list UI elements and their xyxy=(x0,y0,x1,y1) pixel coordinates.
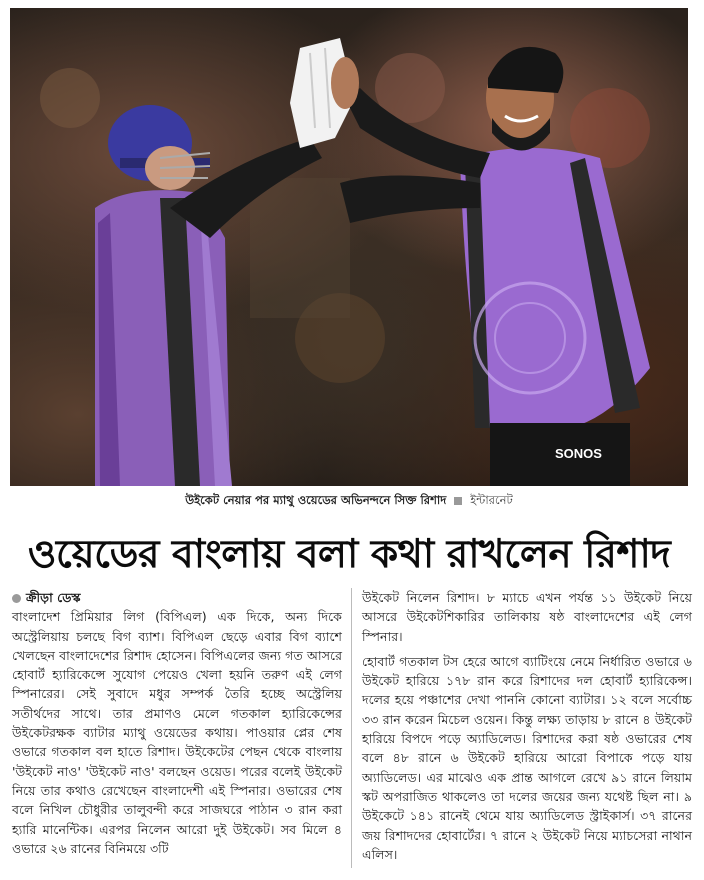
caption-source: ইন্টারনেট xyxy=(470,493,513,507)
article-column-right xyxy=(362,588,692,864)
headline: ওয়েডের বাংলায় বলা কথা রাখলেন রিশাদ xyxy=(27,532,671,577)
cricket-players-high-five-photo xyxy=(10,8,688,486)
paragraph: হোবার্ট গতকাল টস হেরে আগে ব্যাটিংয়ে নেমে নির্ধারিত ওভারে ৬ উইকেট হারিয়ে ১৭৮ রান করে রিশাদের দল হোবার্ট হ্যারিকেন্স। দলের হয়ে পঞ্চাশের দেখা পাননি কোনো ব্যাটার। ১২ বলে সর্বোচ্চ ৩৩ রান করেন মিচেল ওয়েন। কিন্তু লক্ষ্য তাড়ায় ৮ রানে ৪ উইকেট হারিয়ে বিপদে পড়ে অ্যাডিলেড। রিশাদের করা ষষ্ঠ ওভারের শেষ বলে ৪৮ রানে ৬ উইকেট হারিয়ে আরো বিপাকে পড়ে যায় অ্যাডিলেড। এর মাঝেও এক প্রান্ত আগলে রেখে ৯১ রানে লিয়াম স্কট অপরাজিত থাকলেও তা দলের জয়ের জন্য যথেষ্ট ছিল না। ৯ উইকেটে ১৪১ রানেই থেমে যায় অ্যাডিলেড স্ট্রাইকার্স। ৩৭ রানের জয় রিশাদদের হোবার্টের। ৭ রানে ২ উইকেট নিয়ে ম্যাচসেরা নাথান এলিস। xyxy=(362,653,692,862)
article-column-left xyxy=(12,588,342,858)
news-photo xyxy=(10,8,688,486)
caption-text: উইকেট নেয়ার পর ম্যাথু ওয়েডের অভিনন্দনে সিক্ত রিশাদ xyxy=(185,493,447,507)
byline xyxy=(12,588,342,607)
photo-caption xyxy=(10,492,688,511)
bullet-icon xyxy=(12,594,21,603)
column-divider xyxy=(351,588,352,868)
byline-text: ক্রীড়া ডেস্ক xyxy=(26,590,81,605)
paragraph: উইকেট নিলেন রিশাদ। ৮ ম্যাচে এখন পর্যন্ত ১১ উইকেট নিয়ে আসরে উইকেটশিকারির তালিকায় ষষ্ঠ বাংলাদেশের এই লেগ স্পিনার। xyxy=(362,590,692,644)
jersey-sponsor-text: SONOS xyxy=(555,446,602,461)
square-bullet-icon xyxy=(454,497,462,505)
paragraph: বাংলাদেশ প্রিমিয়ার লিগ (বিপিএল) এক দিকে, অন্য দিকে অস্ট্রেলিয়ায় চলছে বিগ ব্যাশ। বিপিএল ছেড়ে এবার বিগ ব্যাশে খেলছেন বাংলাদেশের রিশাদ হোসেন। বিপিএলের জন্য গত আসরে হোবার্ট হ্যারিকেন্সে সুযোগ পেয়েও খেলা হয়নি তরুণ এই লেগ স্পিনারের। সেই সুবাদে মধুর সম্পর্ক তৈরি হচ্ছে অস্ট্রেলিয় সতীর্থদের সাথে। তার প্রমাণও মেলে গতকাল হ্যারিকেন্সের উইকেটরক্ষক ব্যাটার ম্যাথু ওয়েডের কথায়। পাওয়ার প্লের শেষ ওভারে গতকাল বল হাতে রিশাদ। উইকেটের পেছন থেকে বাংলায় 'উইকেট নাও' 'উইকেট নাও' বলছেন ওয়েড। পরের বলেই উইকেট নিয়ে তার কথাও রেখেছেন বাংলাদেশী এই স্পিনার। ওভারের শেষ বলে নিখিল চৌধুরীর তালুবন্দী করে সাজঘরে পাঠান ৩ রান করা হ্যারি মানেন্টিক। এরপর নিলেন আরো দুই উইকেট। সব মিলে ৪ ওভারে ২৬ রানের বিনিময়ে ৩টি xyxy=(12,609,342,856)
